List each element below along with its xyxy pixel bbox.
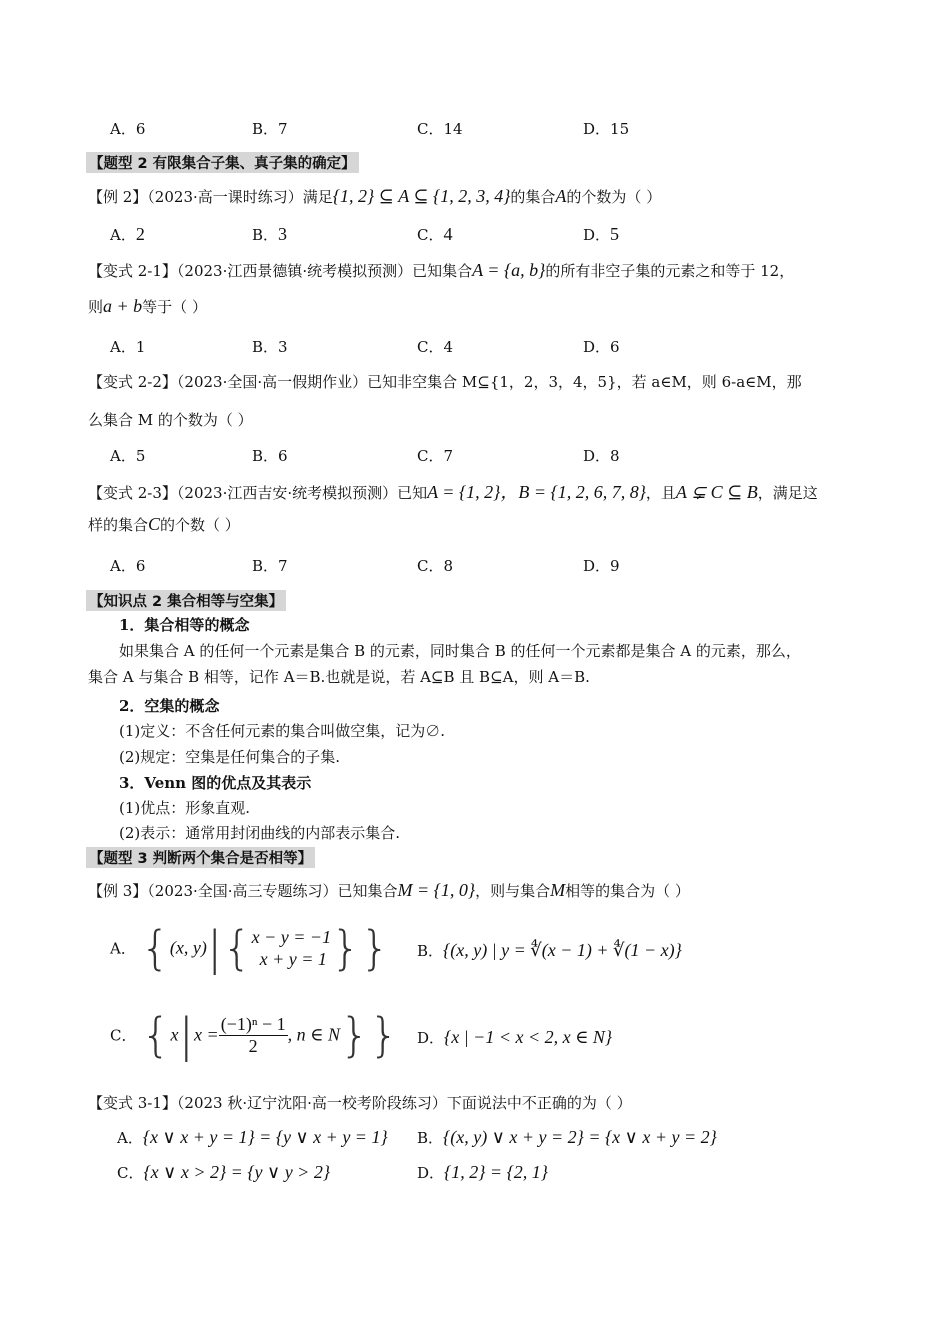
variant-2-1: 【变式 2-1】（2023·江西景德镇·统考模拟预测）已知集合A = {a, b}的所有非空子集的元素之和等于 12， xyxy=(88,260,795,280)
v22-option-c: C．7 xyxy=(417,447,454,465)
v22-option-b: B．6 xyxy=(252,447,288,465)
ex3-option-a-eq1: x − y = −1 xyxy=(251,926,332,947)
ex2-option-c: C．4 xyxy=(417,224,453,244)
example-2-math: {1, 2} ⊆ A ⊆ {1, 2, 3, 4} xyxy=(332,186,511,206)
k2-s2-title: 2．空集的概念 xyxy=(119,697,220,715)
v21-option-d: D．6 xyxy=(583,338,620,356)
variant-3-1: 【变式 3-1】（2023 秋·辽宁沈阳·高一校考阶段练习）下面说法中不正确的为（ ） xyxy=(88,1094,632,1112)
k2-s3-l2: (2)表示：通常用封闭曲线的内部表示集合. xyxy=(119,824,401,842)
example-2 xyxy=(88,186,661,207)
k2-s2-l2: (2)规定：空集是任何集合的子集. xyxy=(119,748,341,766)
ex3-option-c-denominator: 2 xyxy=(248,1035,258,1056)
k2-s1-p2: 集合 A 与集合 B 相等，记作 A＝B.也就是说，若 A⊆B 且 B⊆A，则 A＝B. xyxy=(88,668,590,686)
ex3-option-c-numerator: (−1)ⁿ − 1 xyxy=(220,1013,286,1034)
ex3-option-a: A． {(x, y)|{ x − y = −1 x + y = 1 }} xyxy=(110,921,390,975)
v23-option-c: C．8 xyxy=(417,557,454,575)
v22-option-d: D．8 xyxy=(583,447,620,465)
ex3-option-d-math: {x | −1 < x < 2, x ∈ N} xyxy=(444,1027,613,1047)
v23-option-d: D．9 xyxy=(583,557,620,575)
example-2-prefix: 【例 2】（2023·高一课时练习）满足 xyxy=(88,188,333,206)
example-2-end: 的个数为（ ） xyxy=(566,188,662,206)
v21-option-c: C．4 xyxy=(417,338,454,356)
ex2-option-a: A．2 xyxy=(110,224,145,244)
section-header-knowledge2: 【知识点 2 集合相等与空集】 xyxy=(86,590,286,611)
v21-option-a: A．1 xyxy=(110,338,146,356)
top-option-b: B．7 xyxy=(252,120,288,138)
section-header-type2: 【题型 2 有限集合子集、真子集的确定】 xyxy=(86,152,359,173)
top-option-d: D．15 xyxy=(583,120,630,138)
variant-2-2: 【变式 2-2】（2023·全国·高一假期作业）已知非空集合 M⊆{1，2，3，4，5}，若 a∈M，则 6-a∈M，那 xyxy=(88,373,802,391)
variant-2-3-line2: 样的集合C的个数（ ） xyxy=(88,514,240,534)
ex3-option-b-math: {(x, y) | y = ∜(x − 1) + ∜(1 − x)} xyxy=(443,940,682,960)
ex2-option-d: D．5 xyxy=(583,224,620,244)
top-option-a: A．6 xyxy=(110,120,146,138)
v31-option-d: D．{1, 2} = {2, 1} xyxy=(417,1162,548,1182)
k2-s2-l1: (1)定义：不含任何元素的集合叫做空集，记为∅. xyxy=(119,722,446,740)
variant-2-2-line2: 么集合 M 的个数为（ ） xyxy=(88,411,253,429)
k2-s3-title: 3．Venn 图的优点及其表示 xyxy=(119,774,312,792)
ex3-option-a-eq2: x + y = 1 xyxy=(259,949,327,969)
example-2-suffix: 的集合 xyxy=(510,188,556,206)
ex3-option-d: D．{x | −1 < x < 2, x ∈ N} xyxy=(417,1027,613,1047)
variant-2-1-line2: 则a + b等于（ ） xyxy=(88,296,207,316)
v31-option-c: C．{x ∨ x > 2} = {y ∨ y > 2} xyxy=(117,1162,331,1182)
v23-option-b: B．7 xyxy=(252,557,288,575)
ex3-option-c: C． {x|x = $\frac{\text{(−1)ⁿ − 1}}{2}$ , n ∈ N}} xyxy=(110,1008,399,1062)
ex2-option-b: B．3 xyxy=(252,224,288,244)
section-header-type3: 【题型 3 判断两个集合是否相等】 xyxy=(86,847,315,868)
v31-option-a: A．{x ∨ x + y = 1} = {y ∨ x + y = 1} xyxy=(117,1127,388,1147)
top-option-c: C．14 xyxy=(417,120,463,138)
v31-option-b: B．{(x, y) ∨ x + y = 2} = {x ∨ x + y = 2} xyxy=(417,1127,717,1147)
k2-s1-title: 1．集合相等的概念 xyxy=(119,616,250,634)
v21-option-b: B．3 xyxy=(252,338,288,356)
example-3: 【例 3】（2023·全国·高三专题练习）已知集合M = {1, 0}，则与集合M相等的集合为（ ） xyxy=(88,880,690,900)
variant-2-1-math: A = {a, b} xyxy=(472,260,546,280)
v23-option-a: A．6 xyxy=(110,557,146,575)
k2-s3-l1: (1)优点：形象直观. xyxy=(119,799,251,817)
ex3-option-b: B．{(x, y) | y = ∜(x − 1) + ∜(1 − x)} xyxy=(417,940,682,960)
variant-2-3: 【变式 2-3】（2023·江西吉安·统考模拟预测）已知A = {1, 2}，B = {1, 2, 6, 7, 8}，且A ⊊ C ⊆ B，满足这 xyxy=(88,482,818,502)
k2-s1-p1: 如果集合 A 的任何一个元素是集合 B 的元素，同时集合 B 的任何一个元素都是集合 A 的元素，那么， xyxy=(119,642,801,660)
v22-option-a: A．5 xyxy=(110,447,146,465)
example-2-set-a: A xyxy=(555,186,567,206)
